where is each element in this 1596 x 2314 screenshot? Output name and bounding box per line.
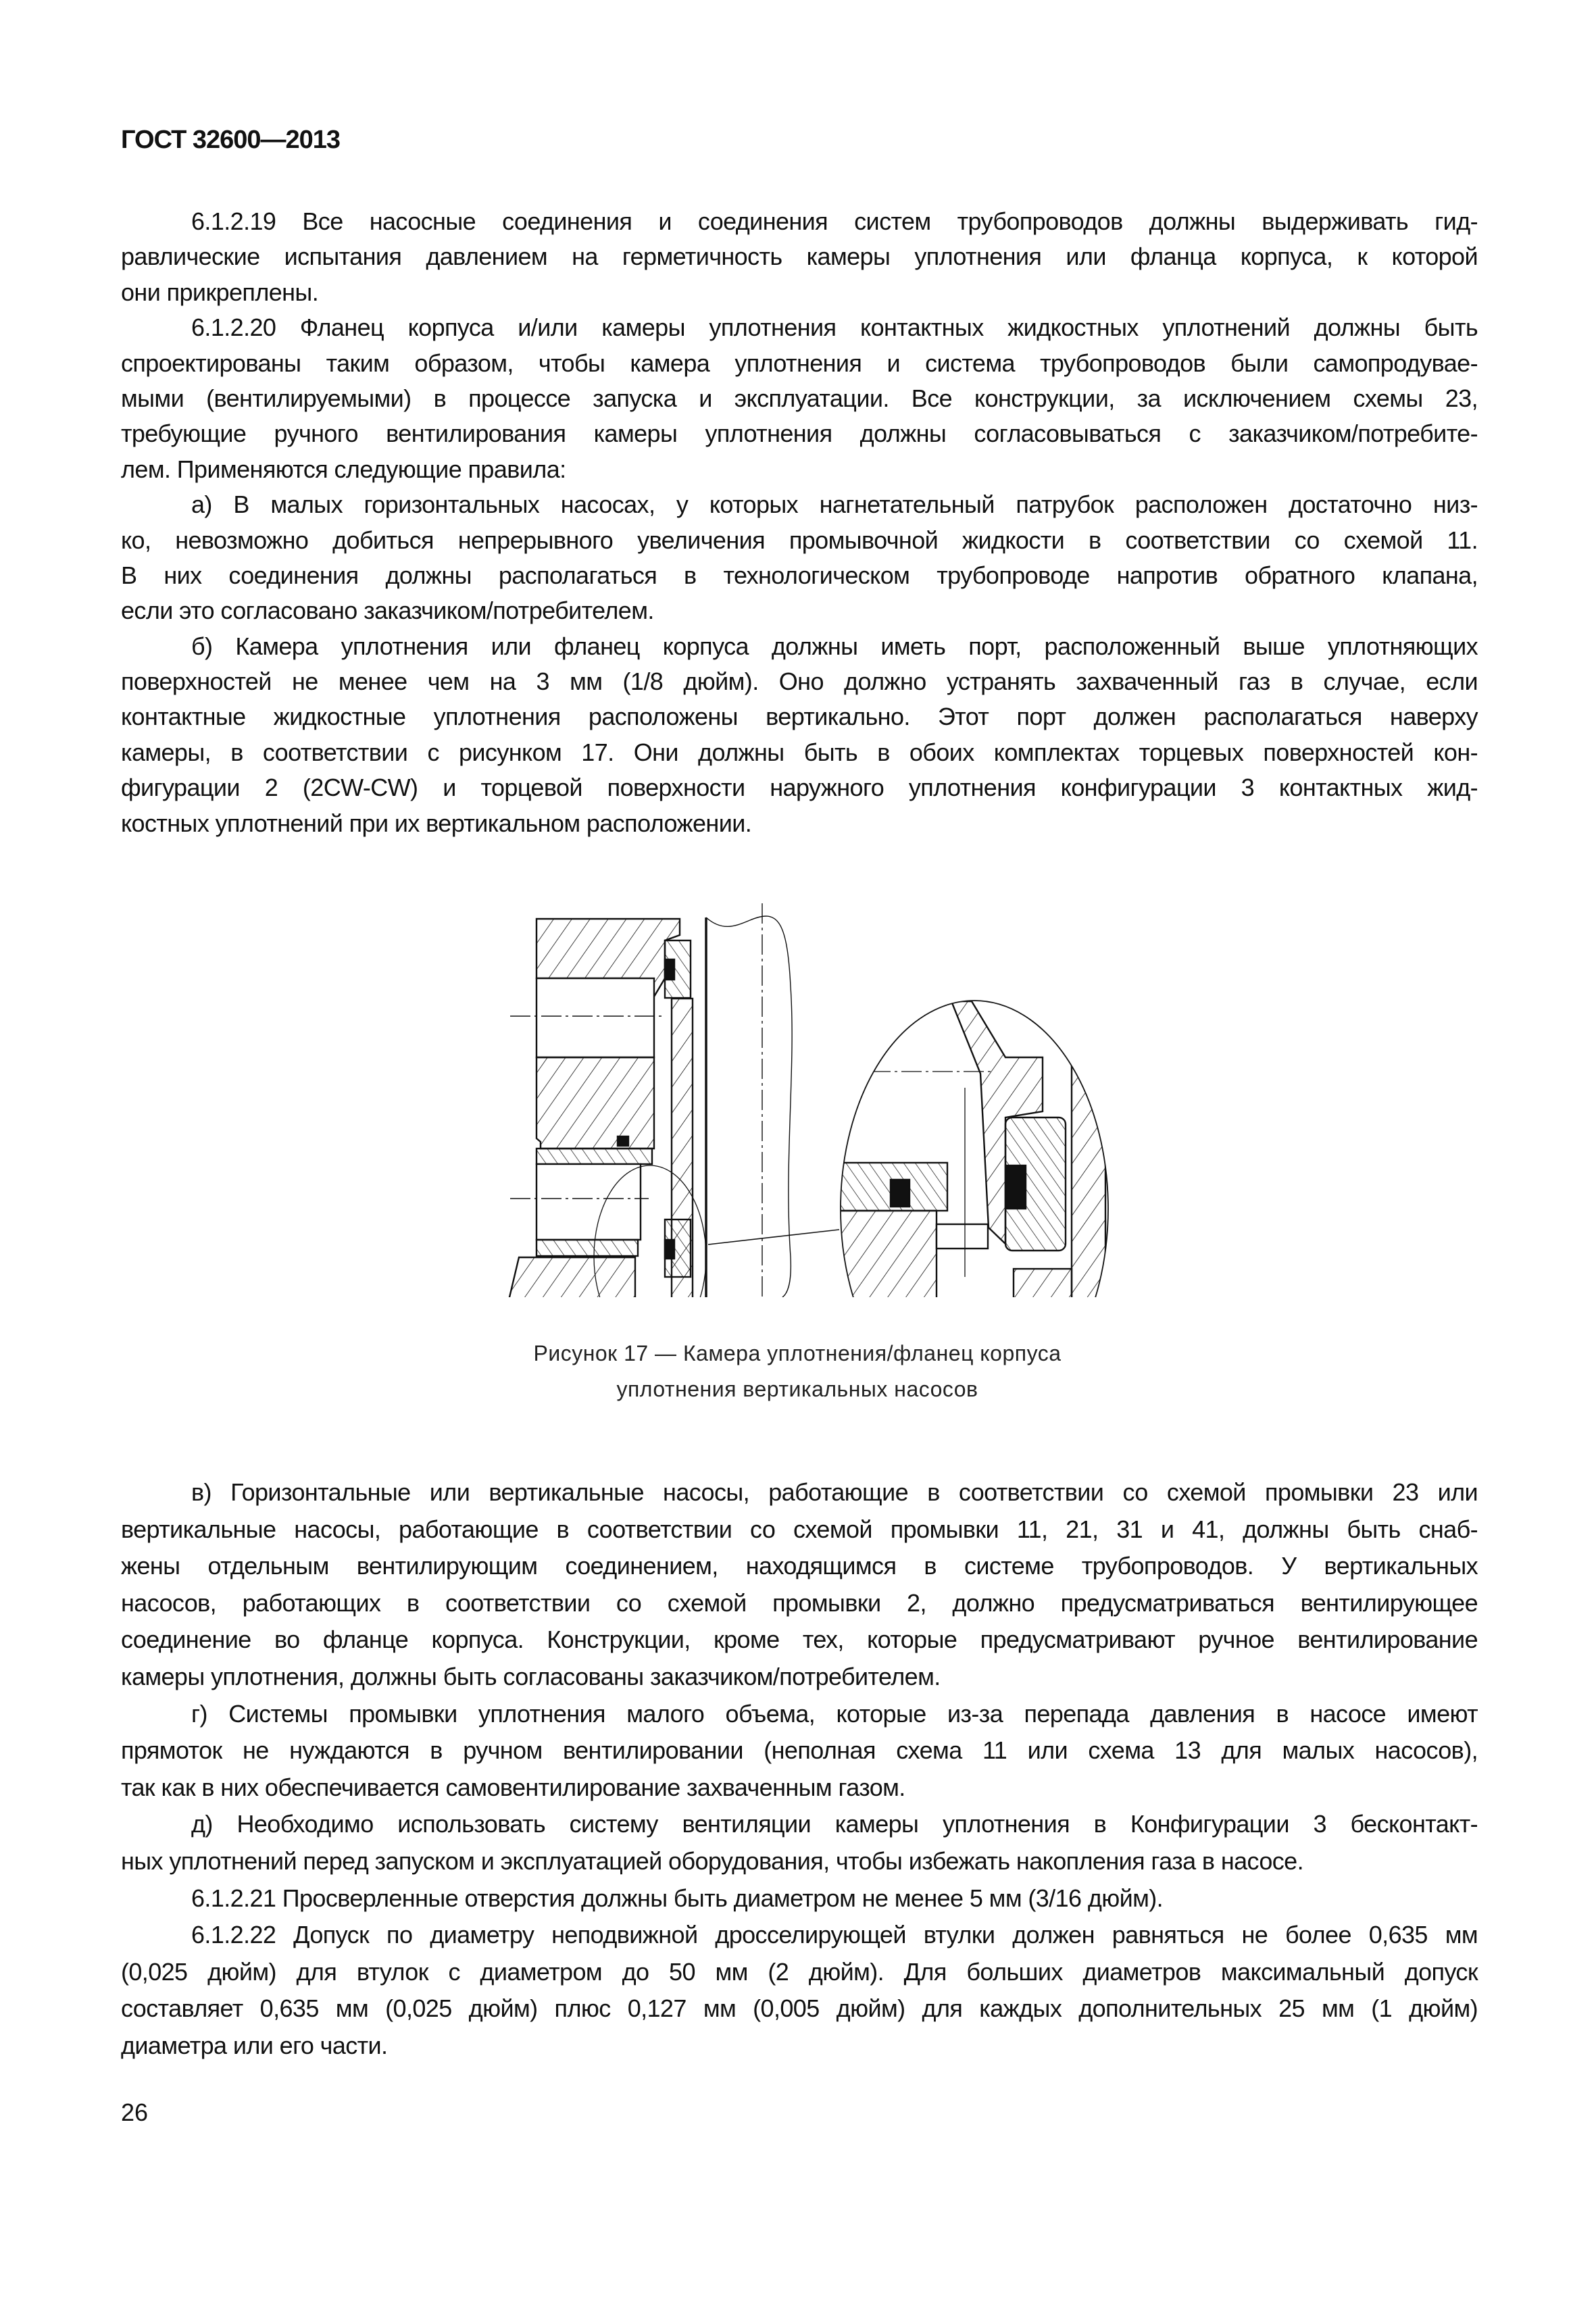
- o-ring-middle: [665, 1240, 674, 1259]
- page-number: 26: [121, 2098, 149, 2126]
- text-line: требующие ручного вентилирования камеры уплотнения должны согласовываться с заказчиком/потребите-: [121, 420, 1478, 448]
- text-line: вертикальные насосы, работающие в соответствии со схемой промывки 11, 21, 31 и 41, должны быть снаб-: [121, 1515, 1478, 1543]
- main-section-view: [494, 903, 839, 1297]
- text-line: а) В малых горизонтальных насосах, у которых нагнетательный патрубок расположен достаточно низ-: [191, 491, 1478, 519]
- text-line: в) Горизонтальные или вертикальные насосы, работающие в соответствии со схемой промывки 23 или: [191, 1478, 1478, 1506]
- text-line: б) Камера уплотнения или фланец корпуса должны иметь порт, расположенный выше уплотняющих: [191, 632, 1478, 660]
- text-line: жены отдельным вентилирующим соединением, находящимся в системе трубопроводов. У вертикальных: [121, 1552, 1478, 1580]
- text-line: камеры уплотнения, должны быть согласованы заказчиком/потребителем.: [121, 1662, 941, 1690]
- detail-view: [831, 1001, 1108, 1297]
- text-line: прямоток не нуждаются в ручном вентилировании (неполная схема 11 или схема 13 для малых насосов),: [121, 1736, 1478, 1765]
- text-block-bottom: [121, 1474, 1478, 2065]
- text-block-top: [121, 204, 1478, 841]
- text-line: фигурации 2 (2CW-CW) и торцевой поверхности наружного уплотнения конфигурации 3 контактных жид-: [121, 774, 1478, 802]
- detail-sleeve-lower: [1014, 1269, 1072, 1297]
- text-line: 6.1.2.21 Просверленные отверстия должны быть диаметром не менее 5 мм (3/16 дюйм).: [191, 1884, 1164, 1912]
- o-ring-tube: [618, 1136, 628, 1146]
- detail-sleeve-strip: [1072, 1061, 1105, 1297]
- tube-upper-wall: [537, 1149, 652, 1164]
- text-line: камеры, в соответствии с рисунком 17. Они должны быть в обоих комплектах торцевых поверхностей кон-: [121, 738, 1478, 766]
- detail-gap: [937, 1224, 988, 1249]
- text-line: 6.1.2.19 Все насосные соединения и соединения систем трубопроводов должны выдерживать гид-: [191, 207, 1478, 235]
- text-line: так как в них обеспечивается самовентилирование захваченным газом.: [121, 1773, 905, 1801]
- text-line: поверхностей не менее чем на 3 мм (1/8 дюйм). Оно должно устранять захваченный газ в случае, если: [121, 668, 1478, 696]
- paragraph: [121, 487, 1478, 629]
- paragraph: [121, 1696, 1478, 1807]
- text-line: если это согласовано заказчиком/потребителем.: [121, 597, 654, 625]
- text-line: ных уплотнений перед запуском и эксплуатацией оборудования, чтобы избежать накопления газа в насосе.: [121, 1846, 1303, 1875]
- o-ring-upper: [665, 959, 674, 980]
- detail-seal-o-ring: [1005, 1165, 1026, 1209]
- text-line: лем. Применяются следующие правила:: [121, 455, 566, 483]
- figure-caption-line-1: Рисунок 17 — Камера уплотнения/фланец корпуса: [533, 1341, 1062, 1365]
- text-line: 6.1.2.20 Фланец корпуса и/или камеры уплотнения контактных жидкостных уплотнений должны быть: [191, 313, 1478, 342]
- paragraph: [121, 204, 1478, 310]
- text-line: (0,025 дюйм) для втулок с диаметром до 50 мм (2 дюйм). Для больших диаметров максимальный допуск: [121, 1957, 1478, 1986]
- text-line: 6.1.2.22 Допуск по диаметру неподвижной дросселирующей втулки должен равняться не более 0,635 мм: [191, 1921, 1478, 1949]
- detail-o-ring: [891, 1180, 909, 1207]
- housing-lower: [494, 1257, 635, 1297]
- paragraph: [121, 310, 1478, 487]
- text-line: контактные жидкостные уплотнения расположены вертикально. Этот порт должен располагаться наверху: [121, 703, 1478, 731]
- paragraph: [121, 1917, 1478, 2064]
- text-line: В них соединения должны располагаться в технологическом трубопроводе напротив обратного клапана,: [121, 561, 1478, 589]
- paragraph: [121, 1474, 1478, 1696]
- text-line: равлические испытания давлением на герметичность камеры уплотнения или фланца корпуса, к которой: [121, 243, 1478, 271]
- text-line: мыми (вентилируемыми) в процессе запуска и эксплуатации. Все конструкции, за исключением схемы 23,: [121, 384, 1478, 412]
- housing-middle: [537, 1057, 654, 1149]
- detail-leader-line: [708, 1230, 839, 1244]
- text-line: насосов, работающих в соответствии со схемой промывки 2, должно предусматриваться вентилирующее: [121, 1588, 1478, 1617]
- paragraph: [121, 1880, 1478, 1917]
- port-bore-upper: [537, 978, 654, 1057]
- paragraph: [121, 629, 1478, 841]
- text-line: спроектированы таким образом, чтобы камера уплотнения и система трубопроводов были самопродувае-: [121, 349, 1478, 377]
- tube-lower-wall: [537, 1240, 638, 1256]
- text-line: диаметра или его части.: [121, 2031, 388, 2059]
- text-line: г) Системы промывки уплотнения малого объема, которые из-за перепада давления в насосе имеют: [191, 1699, 1478, 1728]
- detail-housing-lower: [831, 1211, 937, 1297]
- figure-17-seal-chamber-drawing: [473, 878, 1122, 1297]
- text-line: составляет 0,635 мм (0,025 дюйм) плюс 0,127 мм (0,005 дюйм) для каждых дополнительных 25 мм (1 дюйм): [121, 1994, 1478, 2023]
- paragraph: [121, 1806, 1478, 1880]
- text-line: д) Необходимо использовать систему вентиляции камеры уплотнения в Конфигурации 3 бесконтакт-: [191, 1810, 1478, 1838]
- text-line: соединение во фланце корпуса. Конструкции, кроме тех, которые предусматривают ручное вентилирование: [121, 1626, 1478, 1654]
- text-line: они прикреплены.: [121, 278, 319, 306]
- text-line: костных уплотнений при их вертикальном расположении.: [121, 809, 752, 837]
- figure-caption-line-2: уплотнения вертикальных насосов: [616, 1377, 978, 1401]
- document-header: ГОСТ 32600—2013: [121, 126, 341, 154]
- text-line: ко, невозможно добиться непрерывного увеличения промывочной жидкости в соответствии со схемой 11.: [121, 526, 1478, 554]
